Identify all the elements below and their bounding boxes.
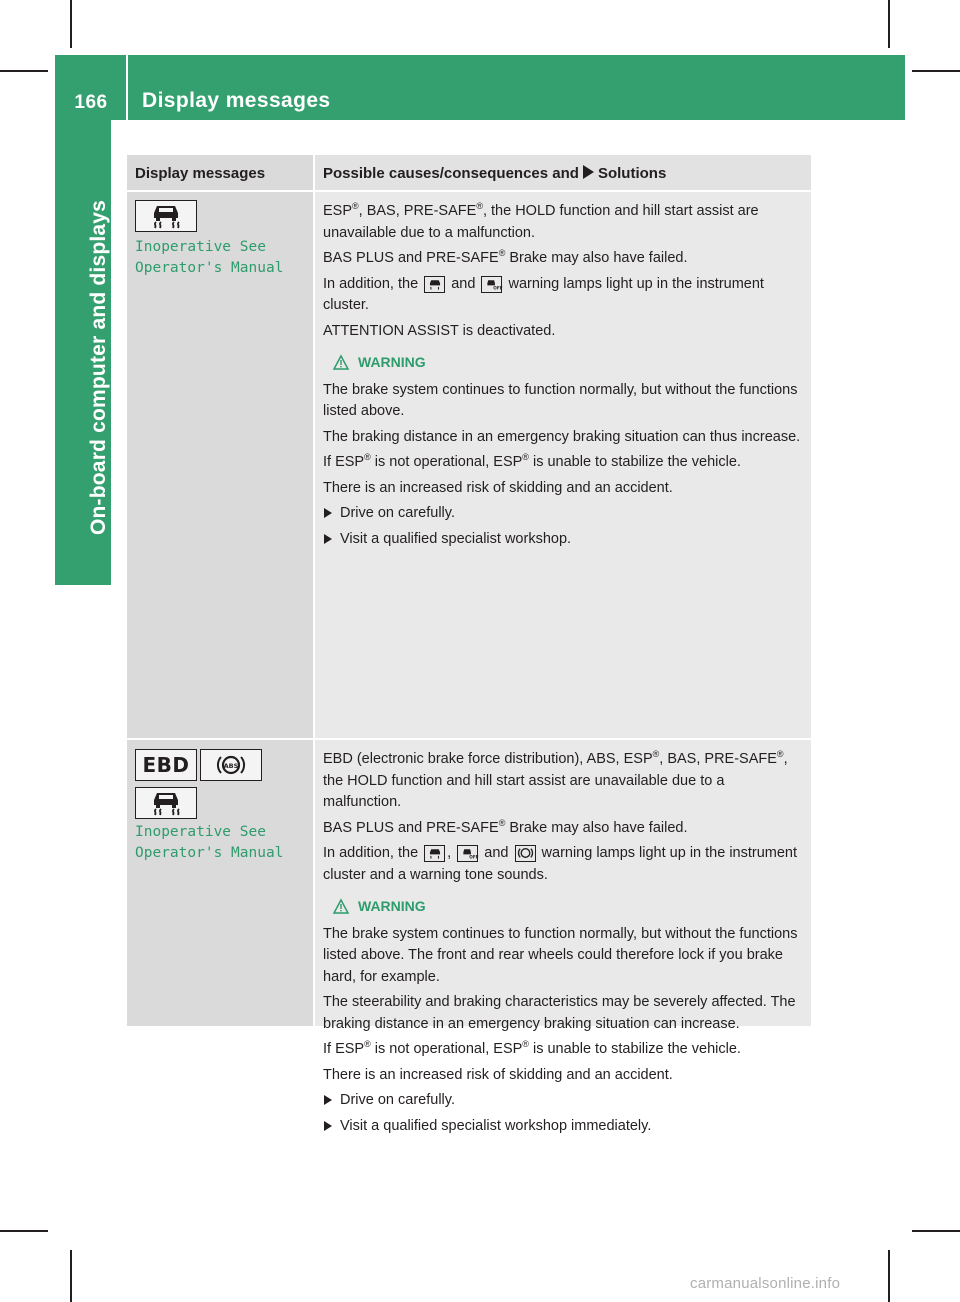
text: Drive on carefully. (340, 505, 455, 521)
text: , the HOLD function and hill start assist are unavailable due to a malfunction. (323, 751, 788, 810)
paragraph (323, 843, 805, 886)
play-arrow-icon (583, 165, 594, 179)
text: If ESP (323, 454, 365, 470)
text: Visit a qualified specialist workshop. (340, 530, 572, 547)
abs-warning-icon (200, 749, 262, 781)
message-line: Operator's Manual (135, 260, 284, 276)
text: In addition, the (323, 275, 419, 292)
warning-heading (333, 352, 805, 374)
crop-mark (70, 0, 72, 48)
section-title: Display messages (142, 89, 331, 112)
crop-mark (0, 70, 48, 72)
crop-mark (912, 1230, 960, 1232)
header-text: Possible causes/consequences and (323, 165, 579, 182)
column-background (127, 155, 314, 1026)
text: , the HOLD function and hill start assist are unavailable due to a malfunction. (323, 203, 759, 241)
registered-mark: ® (352, 201, 359, 211)
display-message (135, 822, 283, 864)
action-item (323, 503, 805, 525)
crop-mark (888, 1250, 890, 1302)
message-line: Inoperative See (135, 239, 266, 255)
crop-mark (0, 1230, 48, 1232)
warning-label: WARNING (358, 354, 426, 370)
text: and (451, 275, 476, 292)
warning-heading (333, 896, 805, 918)
svg-text:OFF: OFF (493, 285, 503, 291)
text: , BAS, PRE-SAFE (358, 203, 477, 219)
row-content (323, 749, 805, 1141)
text: warning lamps light up in the instrument cluster and a warning tone sounds. (323, 845, 798, 883)
esp-off-icon (457, 845, 478, 862)
bullet-arrow-icon (324, 508, 332, 518)
message-line: Inoperative See (135, 824, 266, 840)
side-tab-label: On-board computer and displays (87, 199, 110, 535)
table-header-causes-solutions (323, 165, 666, 182)
message-line: Operator's Manual (135, 845, 284, 861)
bullet-arrow-icon (324, 534, 332, 544)
paragraph (323, 749, 805, 814)
crop-mark (70, 1250, 72, 1302)
registered-mark: ® (364, 1039, 371, 1049)
crop-mark (888, 0, 890, 48)
warning-triangle-icon (333, 899, 349, 914)
esp-off-icon (481, 276, 502, 293)
paragraph: The brake system continues to function normally, but without the functions listed above. The front and rear wheels could therefore lock if you brake hard, for example. (323, 925, 798, 985)
header-divider (126, 55, 128, 120)
paragraph: The braking distance in an emergency braking situation can thus increase. (323, 428, 801, 445)
page-number: 166 (74, 92, 108, 113)
registered-mark: ® (498, 248, 506, 258)
row-content (323, 201, 805, 554)
action-item (323, 529, 805, 551)
text: BAS PLUS and PRE-SAFE (323, 250, 499, 266)
text: Drive on carefully. (340, 1092, 455, 1108)
ebd-warning-icon (135, 749, 197, 781)
paragraph (323, 201, 805, 244)
display-message (135, 237, 283, 279)
registered-mark: ® (522, 1039, 529, 1049)
text: and (484, 845, 509, 861)
text: is unable to stabilize the vehicle. (528, 454, 741, 470)
header-text: Solutions (597, 165, 667, 182)
text: , BAS, PRE-SAFE (659, 751, 777, 767)
text: is not operational, ESP (370, 1041, 523, 1057)
paragraph (323, 248, 805, 270)
warning-triangle-icon (333, 355, 349, 370)
ebd-label: EBD (142, 753, 190, 777)
action-item (323, 1116, 805, 1138)
text: Visit a qualified specialist workshop immediately. (340, 1117, 652, 1134)
text: Brake may also have failed. (505, 250, 688, 266)
registered-mark: ® (652, 749, 660, 759)
esp-warning-icon (135, 200, 197, 232)
esp-warning-icon (135, 787, 197, 819)
paragraph (323, 274, 805, 317)
paragraph: The brake system continues to function normally, but without the functions listed above. (323, 381, 798, 419)
row-divider (127, 190, 811, 192)
text: In addition, the (323, 845, 419, 861)
bullet-arrow-icon (324, 1121, 332, 1131)
registered-mark: ® (522, 452, 529, 462)
svg-text:OFF: OFF (468, 854, 479, 860)
display-messages-table (127, 155, 811, 1134)
paragraph: There is an increased risk of skidding and an accident. (323, 1066, 673, 1083)
paragraph: The steerability and braking characteristics may be severely affected. The braking distance in an emergency braking situation can increase. (323, 994, 796, 1032)
paragraph (323, 1039, 805, 1061)
esp-warning-icon (424, 276, 445, 293)
crop-mark (912, 70, 960, 72)
text: Brake may also have failed. (505, 819, 688, 836)
table-header-display-messages: Display messages (135, 165, 266, 182)
svg-text:ABS: ABS (223, 762, 239, 770)
registered-mark: ® (476, 201, 483, 211)
text: ESP (323, 203, 353, 219)
column-divider (313, 155, 315, 1026)
abs-warning-icon (515, 845, 536, 862)
esp-warning-icon (424, 845, 445, 862)
registered-mark: ® (498, 817, 506, 828)
text: is not operational, ESP (370, 454, 523, 470)
registered-mark: ® (364, 452, 371, 462)
bullet-arrow-icon (324, 1095, 332, 1105)
text: , (447, 845, 452, 861)
text: EBD (electronic brake force distribution), ABS, ESP (323, 751, 653, 767)
text: is unable to stabilize the vehicle. (528, 1041, 741, 1057)
paragraph (323, 818, 805, 840)
text: warning lamps light up in the instrument cluster. (323, 275, 764, 313)
registered-mark: ® (776, 749, 784, 759)
text: BAS PLUS and PRE-SAFE (323, 819, 499, 836)
warning-label: WARNING (358, 898, 426, 914)
paragraph: ATTENTION ASSIST is deactivated. (323, 322, 556, 339)
watermark: carmanualsonline.info (690, 1275, 841, 1292)
paragraph (323, 452, 805, 474)
action-item (323, 1090, 805, 1112)
text: If ESP (323, 1041, 365, 1057)
paragraph: There is an increased risk of skidding and an accident. (323, 479, 673, 496)
row-divider (127, 738, 811, 740)
